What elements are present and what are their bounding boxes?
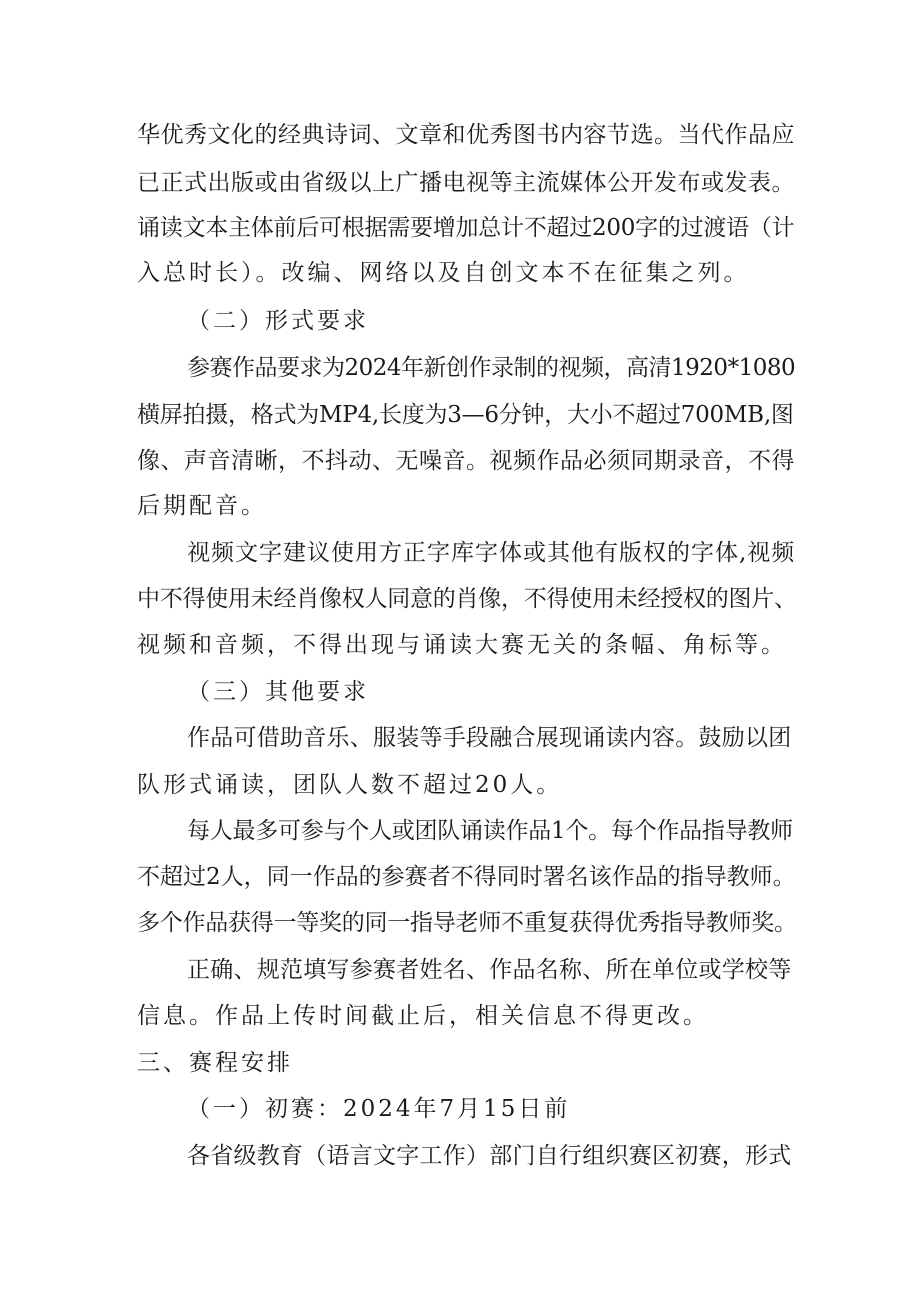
text-line: 已正式出版或由省级以上广播电视等主流媒体公开发布或发表。 [137,170,795,196]
section-heading: 三、赛程安排 [137,1050,293,1076]
text-line: 后期配音。 [137,493,267,519]
text-line: 队形式诵读，团队人数不超过20人。 [137,772,563,798]
text-line: 正确、规范填写参赛者姓名、作品名称、所在单位或学校等 [187,957,792,983]
text-line: 信息。作品上传时间截止后，相关信息不得更改。 [137,1003,709,1029]
text-line: 像、声音清晰，不抖动、无噪音。视频作品必须同期录音，不得 [137,448,795,474]
section-heading: （三）其他要求 [187,679,369,705]
text-line: 诵读文本主体前后可根据需要增加总计不超过200字的过渡语（计 [137,215,795,241]
section-heading: （一）初赛：2024年7月15日前 [187,1096,571,1122]
text-line: 多个作品获得一等奖的同一指导老师不重复获得优秀指导教师奖。 [137,910,797,936]
text-line: 横屏拍摄，格式为MP4,长度为3—6分钟，大小不超过700MB,图 [137,402,794,428]
text-line: 视频和音频，不得出现与诵读大赛无关的条幅、角标等。 [137,632,787,658]
text-line: 作品可借助音乐、服装等手段融合展现诵读内容。鼓励以团 [187,725,792,751]
text-line: 各省级教育（语言文字工作）部门自行组织赛区初赛，形式 [187,1143,792,1169]
text-line: 入总时长）。改编、网络以及自创文本不在征集之列。 [137,260,750,286]
text-line: 不超过2人，同一作品的参赛者不得同时署名该作品的指导教师。 [137,864,796,890]
text-line: 华优秀文化的经典诗词、文章和优秀图书内容节选。当代作品应 [137,122,795,148]
text-line: 视频文字建议使用方正字库字体或其他有版权的字体,视频 [187,540,796,566]
text-line: 中不得使用未经肖像权人同意的肖像，不得使用未经授权的图片、 [137,586,797,612]
section-heading: （二）形式要求 [187,308,369,334]
text-line: 参赛作品要求为2024年新创作录制的视频，高清1920*1080 [187,355,796,381]
text-line: 每人最多可参与个人或团队诵读作品1个。每个作品指导教师 [187,818,793,844]
